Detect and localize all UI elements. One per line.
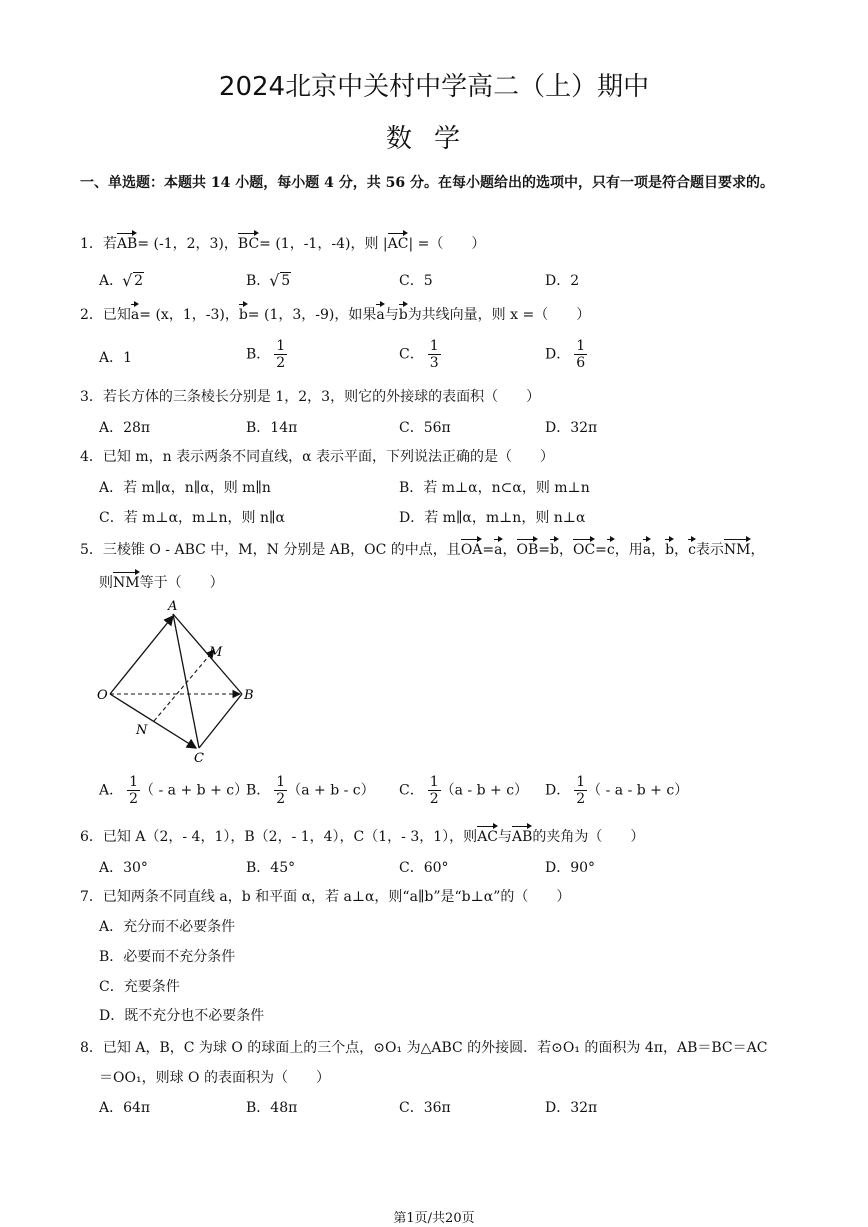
q6-option-c[interactable]: C．60° (399, 860, 449, 876)
q5-option-b[interactable]: B． $\frac{1}{2}$ （a + b - c） (246, 774, 375, 807)
q6-option-b[interactable]: B．45° (246, 860, 296, 876)
q1-option-d[interactable]: D．2 (545, 273, 580, 289)
page-title: 2024北京中关村中学高二（上）期中 (218, 72, 650, 102)
q6-option-d[interactable]: D．90° (545, 860, 596, 876)
label-a: A (168, 599, 178, 614)
label-o: O (97, 688, 108, 703)
q2-option-c[interactable]: C． $\frac{1}{3}$ (399, 338, 439, 371)
q3-option-a[interactable]: A．28π (99, 420, 151, 436)
label-b: B (244, 688, 254, 703)
q5-option-d[interactable]: D． $\frac{1}{2}$ （ - a - b + c） (545, 774, 689, 807)
label-m: M (209, 645, 223, 660)
q2-option-d[interactable]: D． $\frac{1}{6}$ (545, 338, 586, 371)
q8-option-d[interactable]: D．32π (545, 1100, 598, 1116)
question-4: 4．已知 m，n 表示两条不同直线，α 表示平面，下列说法正确的是（ ） (80, 449, 555, 465)
q1-option-c[interactable]: C．5 (399, 273, 433, 289)
question-5: 5．三棱锥 O - ABC 中，M，N 分别是 AB，OC 的中点，且OA=a，OB=b，OC=c，用a，b，c表示NM， (80, 542, 765, 558)
question-3: 3．若长方体的三条棱长分别是 1，2，3，则它的外接球的表面积（ ） (80, 389, 541, 405)
question-8-line2: ＝OO₁，则球 O 的表面积为（ ） (99, 1070, 330, 1086)
question-8: 8．已知 A，B，C 为球 O 的球面上的三个点，⊙O₁ 为△ABC 的外接圆．若⊙O₁ 的面积为 4π，AB＝BC＝AC (80, 1040, 768, 1056)
vector-ab: AB (116, 236, 138, 252)
label-c: C (194, 751, 204, 766)
question-1: 1．若AB= (-1，2，3)，BC= (1，-1，-4)，则 |AC| =（ ） (80, 236, 486, 252)
q4-option-a[interactable]: A．若 m∥α，n∥α，则 m∥n (99, 480, 271, 496)
q2-option-b[interactable]: B． $\frac{1}{2}$ (246, 338, 286, 371)
page-footer: 第1页/共20页 (393, 1211, 475, 1226)
q8-option-b[interactable]: B．48π (246, 1100, 298, 1116)
label-n: N (136, 723, 148, 738)
q8-option-a[interactable]: A．64π (99, 1100, 151, 1116)
question-2: 2．已知a= (x，1，-3)，b= (1，3，-9)，如果a与b为共线向量，则 x =（ ） (80, 307, 591, 323)
q7-option-a[interactable]: A．充分而不必要条件 (99, 919, 236, 935)
q1-option-a[interactable]: A．√ 2 (99, 270, 144, 290)
q4-option-d[interactable]: D．若 m∥α，m⊥n，则 n⊥α (399, 510, 586, 526)
q1-option-b[interactable]: B．√ 5 (246, 270, 291, 290)
q5-option-c[interactable]: C． $\frac{1}{2}$ （a - b + c） (399, 774, 529, 807)
vector-ac: AC (387, 236, 409, 252)
question-6: 6．已知 A（2，- 4，1），B（2，- 1，4），C（1，- 3，1），则AC与AB的夹角为（ ） (80, 829, 645, 845)
q3-option-d[interactable]: D．32π (545, 420, 598, 436)
vector-bc: BC (237, 236, 260, 252)
q2-option-a[interactable]: A．1 (99, 350, 133, 366)
q3-option-c[interactable]: C．56π (399, 420, 451, 436)
question-7: 7．已知两条不同直线 a，b 和平面 α，若 a⊥α，则“a∥b”是“b⊥α”的（ ） (80, 889, 571, 905)
q8-option-c[interactable]: C．36π (399, 1100, 451, 1116)
section-heading: 一、单选题：本题共 14 小题，每小题 4 分，共 56 分。在每小题给出的选项中，只有一项是符合题目要求的。 (80, 175, 774, 191)
tetrahedron-figure (92, 596, 272, 770)
subject-title: 数学 (385, 124, 482, 154)
q3-option-b[interactable]: B．14π (246, 420, 298, 436)
q7-option-c[interactable]: C．充要条件 (99, 979, 180, 995)
q6-option-a[interactable]: A．30° (99, 860, 148, 876)
question-5-line2: 则NM等于（ ） (99, 575, 224, 591)
q7-option-b[interactable]: B．必要而不充分条件 (99, 949, 236, 965)
q4-option-c[interactable]: C．若 m⊥α，m⊥n，则 n∥α (99, 510, 285, 526)
q4-option-b[interactable]: B．若 m⊥α，n⊂α，则 m⊥n (399, 480, 590, 496)
q5-option-a[interactable]: A． $\frac{1}{2}$ （ - a + b + c） (99, 774, 249, 807)
q7-option-d[interactable]: D．既不充分也不必要条件 (99, 1008, 265, 1024)
